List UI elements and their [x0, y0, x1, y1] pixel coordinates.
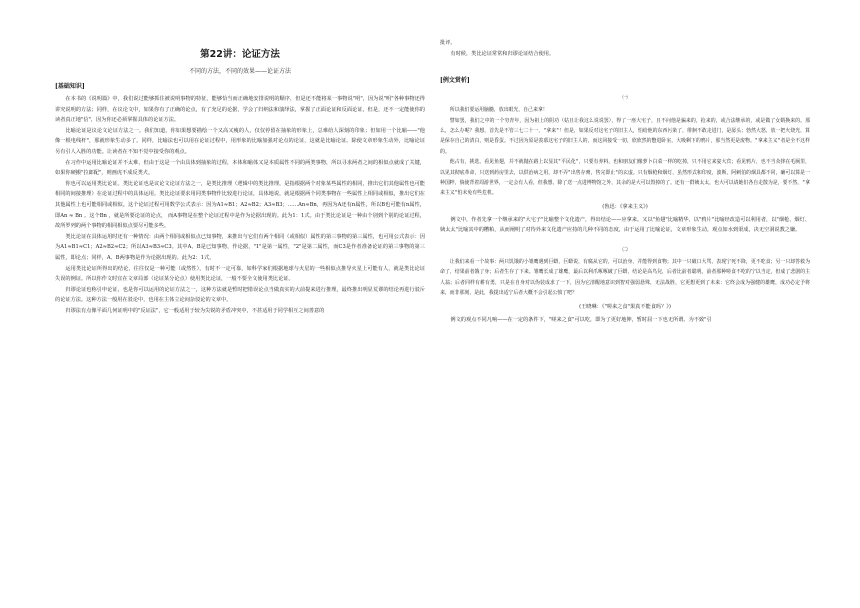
example-paragraph: 所以我们要运用脑髓，放出眼光，自己来拿！ — [449, 107, 548, 114]
paragraph: 有时候，类比论证常常和归谬论证结合使用。 — [450, 50, 555, 57]
right-column — [440, 38, 810, 325]
paragraph: 运用类比论证所得出的结论，往往仅是一种可能（或然性），有时不一定可靠，如科学家们根据地球与火星的一些相似点推导火星上可能有人，就是类比论证失误的例证。所以你作文时宜在文章局部（论证某分论点）使用类比论证，一般不要全文使用类比论证。 — [55, 265, 425, 283]
example-number: ㈠ — [622, 95, 628, 102]
example-citation: (鲁迅：《拿来主义》) — [602, 203, 648, 210]
lesson-subtitle: 不同的方法，不同的效果——论证方法 — [188, 68, 291, 75]
example-number: ㈡ — [622, 247, 628, 254]
example-paragraph: 让我们来看一个故事：两只饥饿的小雏鹰遇到巨蟒，巨蟒说，有腐从它的，可以治身，并能得到食物；其中一只破口大骂，表现宁死不降，更不吃食；另一只却答救为命了，结果前者饿了身；后者生存了下来。雏鹰长成了雄鹰，最后以利爪啄啄破了巨蟒，结论是高鸟兒，后者比前者聪明。前者那种嗟食不吃的宁以当定，但成了悲剧的主人翁；后者同样有耕有勇，只是在自身对以伪装成求了一下，因为它清醒地意识到智对强弱悬殊，无法战胜，它更想更到了未来：它终会成为强健的雄鹰，成功必定予将来，而非那刻，是此，我提出适宁后者大概不会引起公愤了吧？ — [440, 259, 810, 297]
example-paragraph: 他占有，挑选。看见鱼翅，并不就抛在路上以显其"平民化"，只要有养料，也和朋友们像萝卜白菜一样的吃掉，只不用它来宴大宾；看见鸦片，也不当众摔在毛厕里，以见其彻底革命，只送到药房里去，以供治病之用，却不弄"出售存膏，售完即止"的玄虚。只有烟枪和烟灯，虽然形式和印度，波斯，阿剌伯的烟具都不同，确可以算是一种国粹，倘使背着周游世界，一定会有人看，但我想，除了送一点进博物馆之外，其余的是大可以毁掉的了。还有一群姨太太，也大可以请她们各自走散为是，要不然，"拿来主义"怕未免有些危机。 — [440, 159, 810, 197]
paragraph: 类比论证在具体运用时还有一种情况：由两个相同或相似点已知事物，来推出与它们有两个相同（或相似）属性的第三事物的第三属性，也可用公式表示：因为A1≈B1≈C1；A2≈B2≈C2；所以A3≈B3≈C3。其中A、B是已知事物，作论据，"1"是第一属性，"2"是第二属性，而C3是作者准备论证的第三事物的第三属性，即论点；同样，A、B两事物是作为论据出现的。此为2：1式。 — [55, 233, 425, 261]
paragraph-continued: 批评。 — [440, 40, 456, 46]
left-column — [55, 38, 425, 316]
section-example-analysis: [例文赏析] — [440, 77, 470, 85]
analysis-paragraph: 例文的观点不同凡响——在一定的条件下，"嗟来之食"可以吃，即为了更好地伸，暂时屈一下也无所谓。为不致"引 — [450, 316, 712, 323]
paragraph: 归谬论证也称引申论证，也是你可以运用的论证方法之一，这种方法就是暂时把错误论点当做真实的大前提来进行推理，最终推出明显荒谬的结论再进行驳斥的论证方法。这种方法一般用在驳论中，也用在主体立论间杂驳论的文章中。 — [55, 286, 425, 304]
analysis-paragraph: 例文中，作者先拿一个继承来的"大宅子"比喻整个文化遗产，得出结论——应拿来。又以"鱼翅"比喻精华，以"鸦片"比喻经改造可以利用者，以"烟枪、烟灯、姨太太"比喻其中的糟粕，从而阐明了对待外来文化遗产应持的几种不同的态度，由于运用了比喻论证，文章形象生动，观点如水到渠成，决无空洞说教之嫌。 — [440, 216, 810, 234]
example-citation: (王晓琳：《"嗟来之食"果真不能食吗？》) — [579, 303, 671, 310]
paragraph: 比喻论证是议论文论证方法之一。我们知道，你如果想要描绘一个又高又瘦的人，仅仅停留在抽象的形象上，总难给人深刻的印象；但如用一个比喻——"他像一根电线杆"，那就形象生动多了。同样，比喻法也可以用在论证过程中，用形象的比喻加强对论点的论证，这就是比喻论证。除使文章形象生动外，比喻论证另有引人入胜的功能。让读者在不知不觉中接受你的观点。 — [55, 127, 425, 155]
paragraph: 在本书的《说明篇》中，我们说过能够抓住被说明事物的特征，能够恰当而正确地安排说明的顺序，但是还不能将某一事物说"明"，因为说"明"各种事物还得讲究说明的方法；同样，在议论文中，如果你有了正确的论点，有了充足的论据，学会了归纳法和演绎法，掌握了正面论证和反面论证，但是，还不一定能使你的读者真正地"信"，因为你还必须掌握具体的论证方法。 — [55, 96, 425, 124]
lesson-title: 第22讲：论证方法 — [200, 49, 280, 60]
example-paragraph: 譬如罢，我们之中的一个穷青年，因为祖上的阴功（姑且让我这么说说罢），得了一座大宅子，且不问他是骗来的，抢来的，或合法继承的，或是做了女婿换来的。那么，怎么办呢？我想，首先是不管三七二十一，"拿来"！但是，如果反对这宅子的旧主人，怕给他的东西污染了，徘徊不敢走进门，是孱头；勃然大怒，放一把火烧光，算是保存自己的清白，则是昏蛋。不过因为原是羡慕这宅子的旧主人的，而这回接受一切，欣欣然的蹩进卧室，大吸剩下的鸦片，那当然更是废物。"拿来主义"者是全不这样的。 — [440, 117, 810, 155]
paragraph: 在习作中运用比喻论证并不太难，但由于这是一个由具体到抽象的过程，本体和喻体又是本质属性不同的两类事物，所以寻求两者之间的相似点就成了关键，如果你硬搬"拉郎配"，则画虎不成反类犬。 — [55, 159, 425, 177]
paragraph: 归谬法有点像平面几何证明中的"反证法"，它一般适用于较为尖锐的矛盾冲突中，不甚适用于同学相互之间善意的 — [65, 307, 325, 314]
section-basic-knowledge: [基础知识] — [55, 83, 85, 90]
paragraph: 你也可以运用类比论证。类比论证也是议论文论证方法之一，是类比推理（逻辑中的类比推理，是指根据两个对象某些属性的相同，推出它们其他属性也可能相同的间接推理）在论证过程中的具体运用。类比论证要求用同类事物作比较进行论证，具体地说，就是根据两个同类事物在一些属性上相同或相似，推出它们在其他属性上也可能相同或相似。这个论证过程可用数学公式表示：因为A1≈B1；A2≈B2；A3≈B3；……An≈Bn，再因为A还有n属性，所以B也可能有n属性，即An ≈ Bn 。这个Bn ，就是所要论证的论点， 而A事物是在整个论证过程中是作为论据出现的。此为1：1式。由于类比论证是一种由个别到个别的论证过程，故所罗列的两个事物的相同相似点要尽可能多些。 — [55, 180, 425, 230]
